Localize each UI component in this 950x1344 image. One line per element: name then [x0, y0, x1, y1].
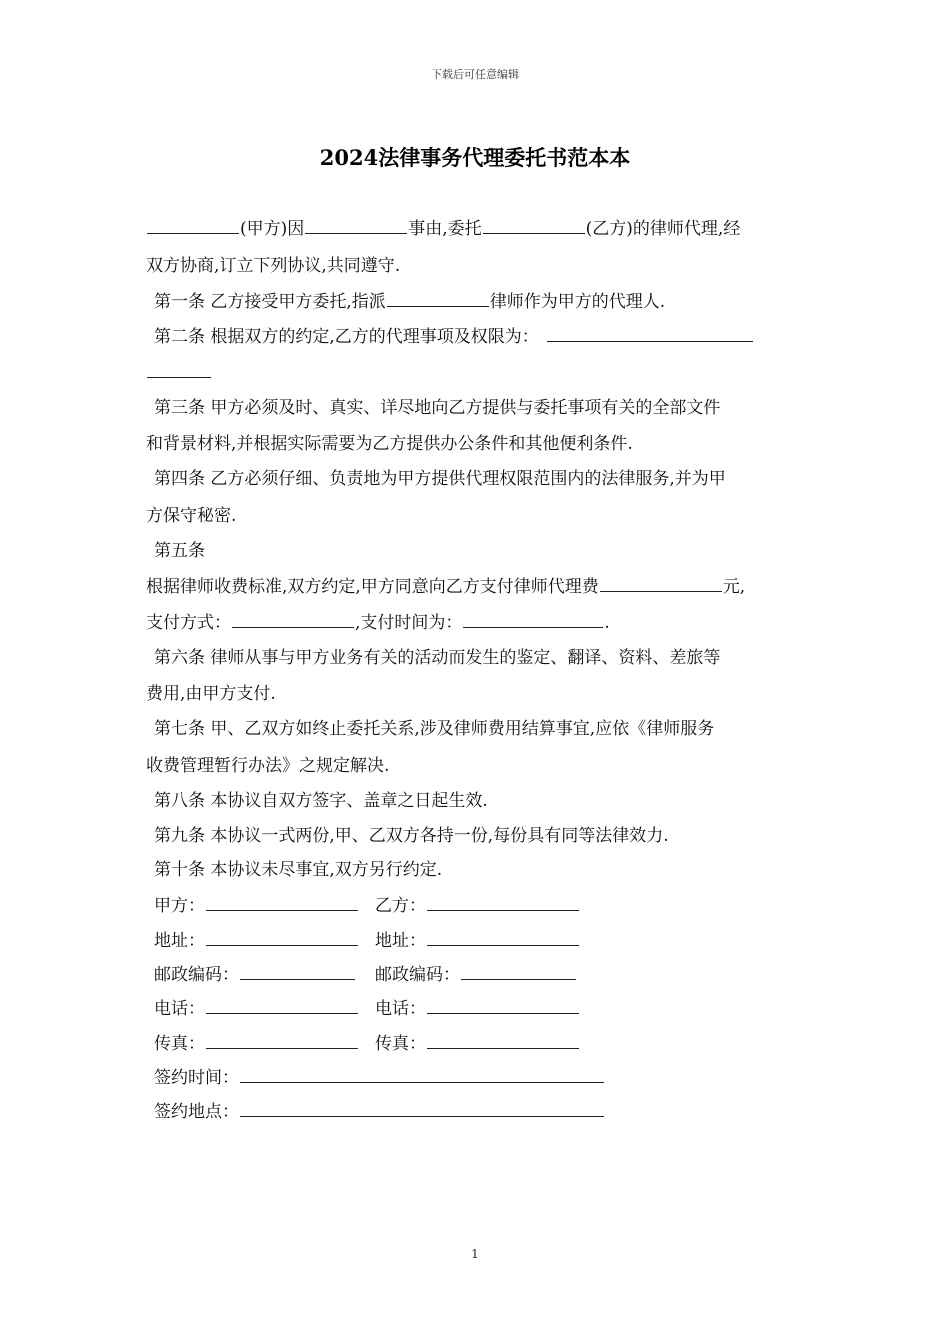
article-9: 第九条 本协议一式两份,甲、乙双方各持一份,每份具有同等法律效力. [154, 826, 669, 846]
postcode-a-blank [240, 962, 355, 980]
address-b-label: 地址： [375, 931, 426, 951]
party-b-sign-blank [427, 893, 579, 911]
article-7-line-2: 收费管理暂行办法》之规定解决. [146, 756, 390, 776]
payment-time-blank [463, 610, 603, 628]
article-5-text-1: 根据律师收费标准,双方约定,甲方同意向乙方支付律师代理费 [146, 577, 599, 597]
sign-place-label: 签约地点： [154, 1102, 239, 1122]
article-3-line-2: 和背景材料,并根据实际需要为乙方提供办公条件和其他便利条件. [146, 434, 633, 454]
party-a-sign-blank [206, 893, 358, 911]
sign-row-time [154, 1065, 605, 1090]
phone-a-blank [206, 996, 358, 1014]
address-a-label: 地址： [154, 931, 205, 951]
phone-b-label: 电话： [375, 999, 426, 1019]
article-2-text: 第二条 根据双方的约定,乙方的代理事项及权限为： [154, 327, 539, 347]
article-8: 第八条 本协议自双方签字、盖章之日起生效. [154, 791, 488, 811]
phone-a-label: 电话： [154, 999, 205, 1019]
fee-amount-blank [600, 574, 722, 592]
article-1 [154, 289, 665, 314]
article-5-end: . [604, 613, 610, 633]
postcode-b-label: 邮政编码： [375, 965, 460, 985]
article-10: 第十条 本协议未尽事宜,双方另行约定. [154, 860, 443, 880]
article-5-fee-line [146, 574, 745, 599]
article-4-line-2: 方保守秘密. [146, 506, 237, 526]
sign-row-party [154, 893, 580, 918]
sign-row-address [154, 928, 580, 953]
article-2-continuation [146, 360, 212, 385]
payment-method-blank [232, 610, 354, 628]
article-3-line-1: 第三条 甲方必须及时、真实、详尽地向乙方提供与委托事项有关的全部文件 [154, 398, 721, 418]
party-b-blank [483, 216, 585, 234]
article-1-text-2: 律师作为甲方的代理人. [489, 292, 666, 312]
intro-line-1 [146, 216, 740, 241]
lawyer-name-blank [387, 289, 489, 307]
sign-row-phone [154, 996, 580, 1021]
article-5-heading: 第五条 [154, 541, 205, 561]
fax-b-label: 传真： [375, 1034, 426, 1054]
postcode-a-label: 邮政编码： [154, 965, 239, 985]
sign-time-blank [240, 1065, 604, 1083]
party-a-label: 甲方： [154, 896, 205, 916]
article-6-line-1: 第六条 律师从事与甲方业务有关的活动而发生的鉴定、翻译、资料、差旅等 [154, 648, 721, 668]
payment-method-label: 支付方式： [146, 613, 231, 633]
article-6-line-2: 费用,由甲方支付. [146, 684, 276, 704]
document-title: 2024法律事务代理委托书范本本 [319, 145, 631, 170]
article-1-text-1: 第一条 乙方接受甲方委托,指派 [154, 292, 386, 312]
sign-place-blank [240, 1099, 604, 1117]
sign-row-place [154, 1099, 605, 1124]
postcode-b-blank [461, 962, 576, 980]
article-4-line-1: 第四条 乙方必须仔细、负责地为甲方提供代理权限范围内的法律服务,并为甲 [154, 469, 726, 489]
intro-line-2: 双方协商,订立下列协议,共同遵守. [146, 256, 401, 276]
sign-time-label: 签约时间： [154, 1068, 239, 1088]
article-7-line-1: 第七条 甲、乙双方如终止委托关系,涉及律师费用结算事宜,应依《律师服务 [154, 719, 715, 739]
sign-row-fax [154, 1031, 580, 1056]
address-a-blank [206, 928, 358, 946]
scope-blank-1 [547, 324, 753, 342]
party-a-blank [147, 216, 239, 234]
page-number: 1 [471, 1247, 479, 1261]
intro-text-2: 事由,委托 [408, 219, 482, 239]
fax-a-blank [206, 1031, 358, 1049]
matter-blank [305, 216, 407, 234]
fax-b-blank [427, 1031, 579, 1049]
article-5-text-2: 元, [722, 577, 746, 597]
intro-text-1: (甲方)因 [240, 219, 305, 239]
article-2 [154, 324, 754, 349]
intro-text-3: (乙方)的律师代理,经 [585, 219, 741, 239]
fax-a-label: 传真： [154, 1034, 205, 1054]
article-5-payment-line [146, 610, 610, 635]
payment-time-label: ,支付时间为： [355, 613, 463, 633]
address-b-blank [427, 928, 579, 946]
phone-b-blank [427, 996, 579, 1014]
sign-row-postcode [154, 962, 577, 987]
scope-blank-2 [147, 360, 211, 378]
party-b-label: 乙方： [375, 896, 426, 916]
header-note: 下载后可任意编辑 [431, 68, 519, 81]
